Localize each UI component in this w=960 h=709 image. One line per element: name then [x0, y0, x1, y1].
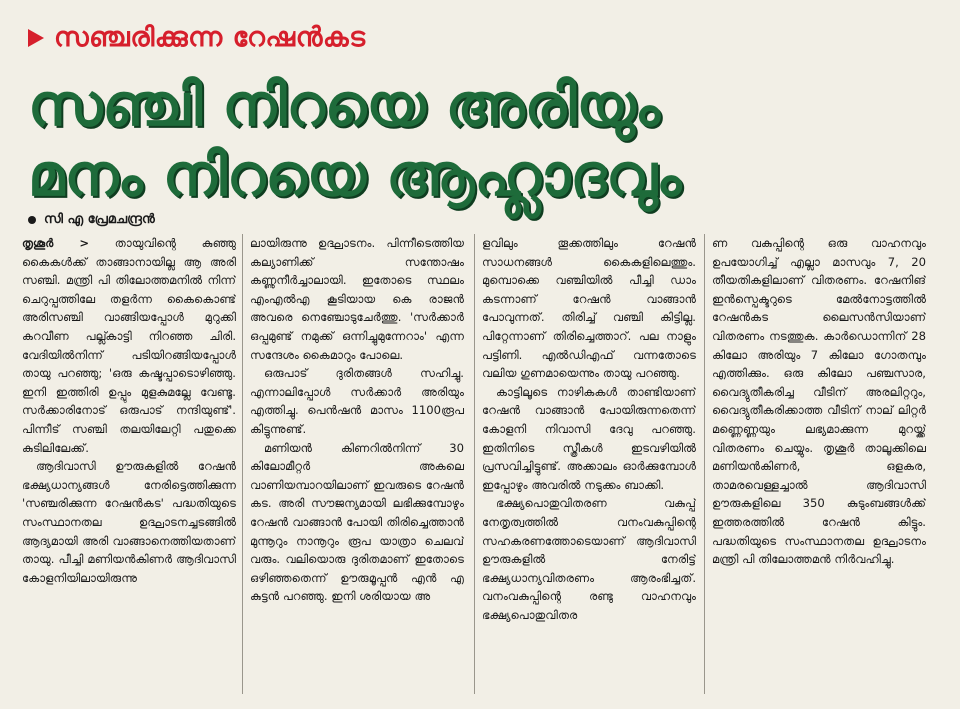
headline-line-2: മനം നിറയെ ആഹ്ലാദവും	[28, 141, 682, 209]
paragraph: മണിയൻ കിണറിൽനിന്ന് 30 കിലോമീറ്റർ അകലെ വാണിയമ്പാറയിലാണ് ഇവരുടെ റേഷൻ കട. അരി സൗജന്യമായി ലഭിക്കുമ്പോഴും റേഷൻ വാങ്ങാൻ പോയി തിരിച്ചെത്താൻ മുന്നൂറും നാനൂറും രൂപ യാത്രാ ചെലവ് വരും. വലിയൊരു ദുരിതമാണ് ഇതോടെ ഒഴിഞ്ഞതെന്ന് ഊരുമൂപ്പൻ എൻ എ കുട്ടൻ പറഞ്ഞു. ഇനി ശരിയായ അ	[250, 440, 464, 604]
red-arrow-icon	[28, 29, 44, 47]
paragraph	[22, 234, 236, 457]
column-divider	[474, 234, 475, 694]
paragraph: ഒരുപാട് ദുരിതങ്ങൾ സഹിച്ചു. എന്നാലിപ്പോൾ സർക്കാർ അരിയും എത്തിച്ചു. പെൻഷൻ മാസം 1100രൂപ കിട്ടുന്നുണ്ട്.	[250, 366, 464, 436]
column-4	[712, 234, 926, 704]
paragraph: കാട്ടിലൂടെ നാഴികകൾ താണ്ടിയാണ് റേഷൻ വാങ്ങാൻ പോയിരുന്നതെന്ന് കോളനി നിവാസി ദേവു പറഞ്ഞു. ഇതിനിടെ സ്ത്രീകൾ ഇടവഴിയിൽ പ്രസവിച്ചിട്ടുണ്ട്. അക്കാലം ഓർക്കുമ്പോൾ ഇപ്പോഴും അവരിൽ നടുക്കം ബാക്കി.	[482, 384, 696, 492]
kicker	[28, 18, 366, 58]
paragraph: ആദിവാസി ഊരുകളിൽ റേഷൻ ഭക്ഷ്യധാന്യങ്ങൾ നേരിട്ടെത്തിക്കുന്ന 'സഞ്ചരിക്കുന്ന റേഷൻകട' പദ്ധതിയുടെ സംസ്ഥാനതല ഉദ്ഘാടനച്ചടങ്ങിൽ ആദ്യമായി അരി വാങ്ങാനെത്തിയതാണ് തായു. പീച്ചി മണിയൻകിണർ ആദിവാസി കോളനിയിലായിരുന്നു	[22, 459, 236, 585]
byline-author: സി എ പ്രേമചന്ദ്രൻ	[44, 212, 155, 227]
column-3	[482, 234, 696, 704]
paragraph-text: തായുവിന്റെ കുഞ്ഞു കൈകൾക്ക് താങ്ങാനായില്ല ആ അരി സഞ്ചി. മന്ത്രി പി തിലോത്തമനിൽ നിന്ന് ചെറുപ്പത്തിലേ തളർന്ന കൈകൊണ്ട് അരിസഞ്ചി വാങ്ങിയപ്പോൾ മുറുക്കി കറവീണ പല്ല്കാട്ടി നിറഞ്ഞ ചിരി. വേദിയിൽനിന്ന് പടിയിറങ്ങിയപ്പോൾ തായു പറഞ്ഞു; 'ഒരു കഷ്ടപ്പാടൊഴിഞ്ഞു. ഇനി ഇത്തിരി ഉപ്പും മുളകുമല്ലേ വേണ്ടൂ. സർക്കാരിനോട് ഒരുപാട് നന്ദിയുണ്ട്'. പിന്നീട് സഞ്ചി തലയിലേറ്റി പതുക്കെ കുടിലിലേക്ക്.	[22, 236, 236, 455]
column-1	[22, 234, 236, 704]
paragraph: ണ വകുപ്പിന്റെ ഒരു വാഹനവും ഉപയോഗിച്ച് എല്ലാ മാസവും 7, 20 തീയതികളിലാണ് വിതരണം. റേഷനിങ് ഇൻസ്പെക്ടറുടെ മേൽനോട്ടത്തിൽ റേഷൻകട ലൈസൻസിയാണ് വിതരണം നടത്തുക. കാർഡൊന്നിന് 28 കിലോ അരിയും 7 കിലോ ഗോതമ്പും എത്തിക്കും. ഒരു കിലോ പഞ്ചസാര, വൈദ്യുതീകരിച്ച വീടിന് അരലിറ്ററും, വൈദ്യുതീകരിക്കാത്ത വീടിന് നാല് ലിറ്റർ മണ്ണെണ്ണയും ലഭ്യമാക്കുന്ന മുറയ്ക്ക് വിതരണം ചെയ്യും. തൃശൂർ താലൂക്കിലെ മണിയൻകിണർ, ഒളകര, താമരവെള്ളച്ചാൽ ആദിവാസി ഊരുകളിലെ 350 കുടുംബങ്ങൾക്ക് ഇത്തരത്തിൽ റേഷൻ കിട്ടും. പദ്ധതിയുടെ സംസ്ഥാനതല ഉദ്ഘാടനം മന്ത്രി പി തിലോത്തമൻ നിർവഹിച്ചു.	[712, 236, 926, 567]
column-divider	[704, 234, 705, 694]
column-divider	[242, 234, 243, 694]
bullet-icon	[28, 216, 36, 224]
dateline: തൃശൂർ >	[22, 236, 90, 250]
paragraph: ഭക്ഷ്യപൊതുവിതരണ വകുപ്പ് നേതൃത്വത്തിൽ വനംവകുപ്പിന്റെ സഹകരണത്തോടെയാണ് ആദിവാസി ഊരുകളിൽ നേരിട്ട് ഭക്ഷ്യധാന്യവിതരണം ആരംഭിച്ചത്. വനംവകുപ്പിന്റെ രണ്ടു വാഹനവും ഭക്ഷ്യപൊതുവിതര	[482, 496, 696, 622]
paragraph: ലായിരുന്നു ഉദ്ഘാടനം. പിന്നീടെത്തിയ കല്യാണിക്ക് സന്തോഷം കണ്ണുനീർച്ചാലായി. ഇതോടെ സ്ഥലം എംഎൽഎ കൂടിയായ കെ രാജൻ അവരെ നെഞ്ചോടുചേർത്തു. 'സർക്കാർ ഒപ്പമുണ്ട് നമുക്ക് ഒന്നിച്ചുമുന്നേറാം' എന്ന സന്ദേശം കൈമാറും പോലെ.	[250, 236, 464, 362]
headline-line-1: സഞ്ചി നിറയെ അരിയും	[28, 71, 660, 139]
article-body	[22, 234, 942, 704]
paragraph: ളവിലും തൂക്കത്തിലും റേഷൻ സാധനങ്ങൾ കൈകളിലെത്തും. മുമ്പൊക്കെ വഞ്ചിയിൽ പീച്ചി ഡാം കടന്നാണ് റേഷൻ വാങ്ങാൻ പോവുന്നത്. തിരിച്ച് വഞ്ചി കിട്ടില്ല. പിറ്റേന്നാണ് തിരിച്ചെത്താറ്. പല നാളും പട്ടിണി. എൽഡിഎഫ് വന്നതോടെ വലിയ ഗുണമായെന്നും തായു പറഞ്ഞു.	[482, 236, 696, 381]
byline	[28, 212, 155, 227]
kicker-text: സഞ്ചരിക്കുന്ന റേഷൻകട	[54, 22, 366, 53]
headline	[28, 70, 938, 210]
column-2	[250, 234, 464, 704]
